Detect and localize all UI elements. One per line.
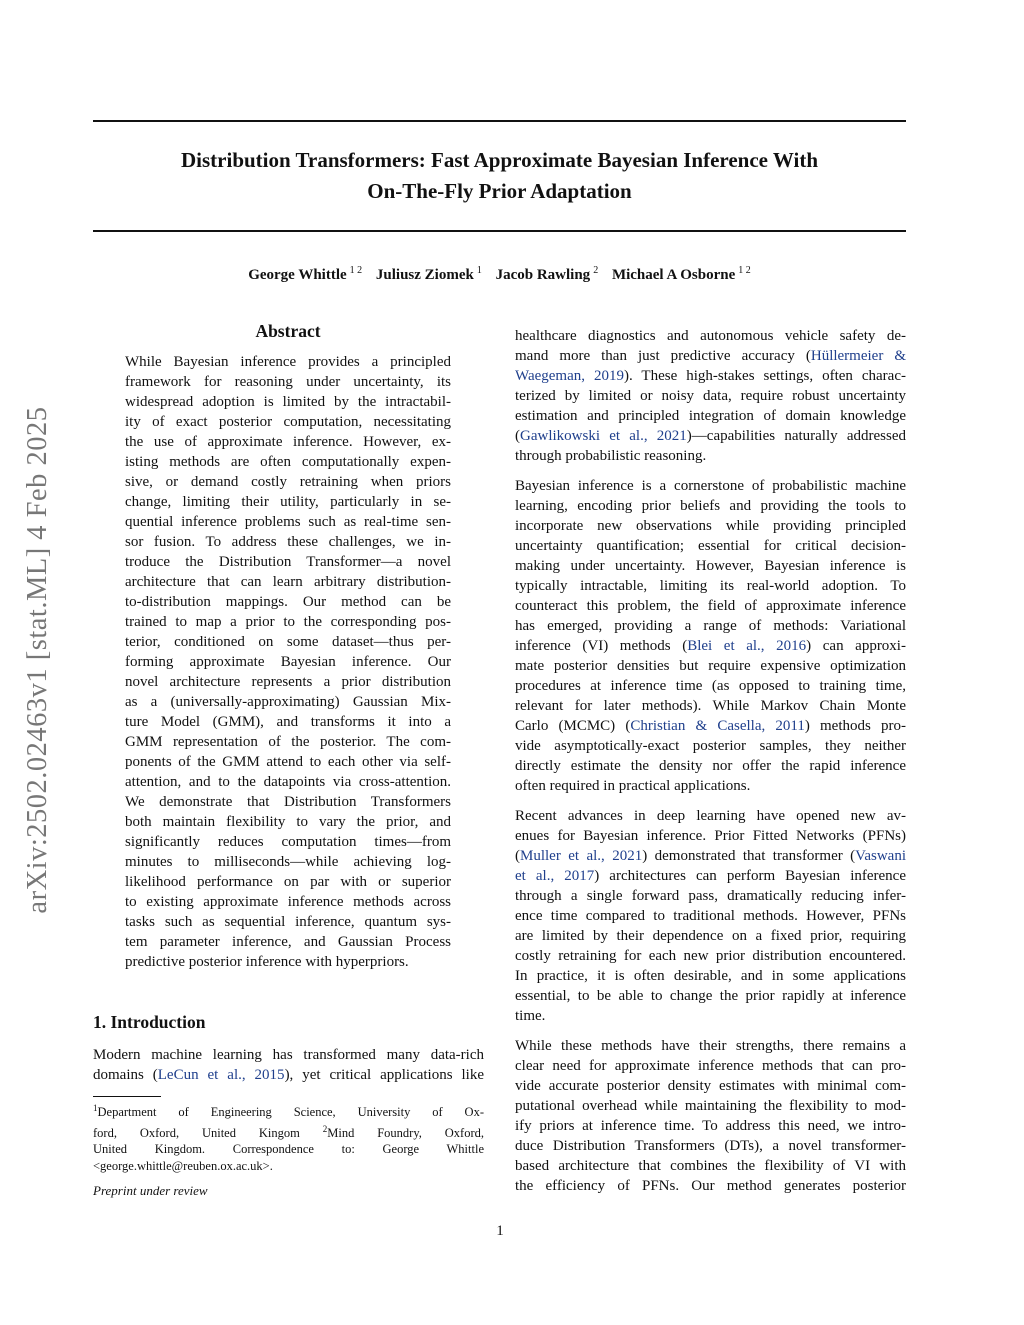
section-heading-introduction: 1. Introduction: [93, 1012, 206, 1032]
abstract-line: troduce the Distribution Transformer—a novel: [125, 554, 451, 570]
author-list: [93, 265, 906, 284]
text-line: counteract this problem, the field of approximate inference: [515, 598, 906, 614]
text-line: are limited by their dependence on a fixed prior, requiring: [515, 928, 906, 944]
citation-link[interactable]: Waegeman, 2019: [515, 368, 624, 384]
author-name: George Whittle: [248, 267, 347, 283]
text-line: clear need for approximate inference methods that can pro-: [515, 1058, 906, 1074]
abstract-line: architecture that can learn arbitrary distribution-: [125, 574, 451, 590]
footnote-mark: 2: [322, 1123, 328, 1134]
author-name: Jacob Rawling: [495, 267, 591, 283]
preprint-notice: Preprint under review: [93, 1183, 208, 1198]
footnote-mark: 1: [93, 1103, 98, 1113]
page-number: 1: [496, 1223, 504, 1239]
text-line: vide accurate posterior density estimates with minimal com-: [515, 1078, 906, 1094]
text-line: ence time compared to traditional methods. However, PFNs: [515, 908, 906, 924]
citation-link[interactable]: Muller et al., 2021: [520, 848, 643, 864]
right-column: [515, 326, 906, 1206]
text-line: mate posterior densities but require expensive optimization: [515, 658, 906, 674]
author: [248, 265, 362, 284]
abstract-line: likelihood performance on par with or superior: [125, 874, 451, 890]
text-line: uncertainty quantification; essential for critical decision-: [515, 538, 906, 554]
text-line: the efficiency of PFNs. Our method generates posterior: [515, 1178, 906, 1194]
abstract-line: We demonstrate that Distribution Transformers: [125, 794, 451, 810]
title-rule-top: [93, 120, 906, 122]
author: [612, 265, 751, 284]
paragraph: [515, 476, 906, 796]
text-run: inference (VI) methods (: [515, 638, 688, 654]
arxiv-identifier: arXiv:2502.02463v1 [stat.ML] 4 Feb 2025: [22, 406, 53, 914]
abstract-line: novel architecture represents a prior distribution: [125, 674, 451, 690]
footnote-line: <george.whittle@reuben.ox.ac.uk>.: [93, 1158, 273, 1173]
abstract-line: forming approximate Bayesian inference. Our: [125, 654, 451, 670]
text-run: ) architectures can perform Bayesian inference: [594, 868, 906, 884]
citation-link[interactable]: LeCun et al., 2015: [157, 1067, 285, 1083]
abstract-line: ity of exact posterior computation, necessitating: [125, 414, 451, 430]
abstract-line: tasks such as sequential inference, quantum sys-: [125, 914, 451, 930]
citation-link[interactable]: et al., 2017: [515, 868, 595, 884]
text-line: costly retraining for each new prior distribution encountered.: [515, 948, 906, 964]
text-run: ), yet critical applications like: [284, 1067, 484, 1083]
abstract-line: change, limiting their utility, particularly in se-: [125, 494, 451, 510]
abstract-line: sor fusion. To address these challenges, we in-: [125, 534, 451, 550]
text-run: Carlo (MCMC) (: [515, 718, 631, 734]
text-line: [515, 716, 906, 736]
paper-title: [93, 145, 906, 207]
footnote-rule: [93, 1096, 161, 1097]
text-line: learning, encoding prior beliefs and providing the tools to: [515, 498, 906, 514]
abstract-line: to-distribution mappings. Our method can be: [125, 594, 451, 610]
author: [376, 265, 482, 284]
text-line: vide asymptotically-exact posterior samples, they neither: [515, 738, 906, 754]
author: [496, 265, 599, 284]
abstract-line: widespread adoption is limited by the intractabil-: [125, 394, 451, 410]
citation-link[interactable]: Gawlikowski et al., 2021: [520, 428, 687, 444]
text-line: duce Distribution Transformers (DTs), a novel transformer-: [515, 1138, 906, 1154]
title-line: On-The-Fly Prior Adaptation: [367, 179, 632, 203]
text-line: healthcare diagnostics and autonomous vehicle safety de-: [515, 328, 906, 344]
abstract-line: attention, and to the datapoints via cross-attention.: [125, 774, 451, 790]
abstract-line: both maintain flexibility to vary the prior, and: [125, 814, 451, 830]
abstract-line: to existing approximate inference methods across: [125, 894, 451, 910]
abstract-line: sive, or demand costly retraining when priors: [125, 474, 451, 490]
text-line: Modern machine learning has transformed many data-rich: [93, 1047, 484, 1063]
abstract-line: as a (universally-approximating) Gaussian Mix-: [125, 694, 451, 710]
paragraph: [515, 806, 906, 1026]
text-run: ) methods pro-: [804, 718, 906, 734]
text-line: essential, to be able to change the prior rapidly at inference: [515, 988, 906, 1004]
text-line: Recent advances in deep learning have opened new av-: [515, 808, 906, 824]
footnote-line: [93, 1100, 484, 1121]
paragraph: [515, 326, 906, 466]
abstract-line: significantly reduces computation times—from: [125, 834, 451, 850]
footnote-line: United Kingdom. Correspondence to: George Whittle: [93, 1142, 484, 1156]
abstract-heading: Abstract: [255, 321, 321, 341]
introduction-body: [93, 1045, 484, 1085]
text-line: often required in practical applications.: [515, 778, 751, 794]
text-line: based architecture that combines the flexibility of VI with: [515, 1158, 906, 1174]
text-line: through a single forward pass, dramatically reducing infer-: [515, 888, 906, 904]
paragraph: [515, 1036, 906, 1196]
author-affiliation: 1 2: [349, 265, 363, 276]
text-line: putational overhead while maintaining the flexibility to mod-: [515, 1098, 906, 1114]
text-line: [93, 1065, 484, 1085]
text-line: [515, 346, 906, 366]
abstract-line: GMM representation of the posterior. The com-: [125, 734, 451, 750]
text-line: typically intractable, limiting its real-world adoption. To: [515, 578, 906, 594]
abstract-body: [125, 352, 451, 972]
abstract-line: trained to map a prior to the corresponding pos-: [125, 614, 451, 630]
abstract-line: terior, conditioned on some dataset—thus per-: [125, 634, 451, 650]
citation-link[interactable]: Blei et al., 2016: [687, 638, 807, 654]
citation-link[interactable]: Christian & Casella, 2011: [630, 718, 805, 734]
text-line: Bayesian inference is a cornerstone of probabilistic machine: [515, 478, 906, 494]
text-line: incorporate new observations while providing principled: [515, 518, 906, 534]
text-run: ) demonstrated that transformer (: [642, 848, 856, 864]
title-line: Distribution Transformers: Fast Approximate Bayesian Inference With: [181, 148, 818, 172]
text-line: In practice, it is often desirable, and in some applications: [515, 968, 906, 984]
text-run: Mind Foundry, Oxford,: [327, 1125, 485, 1140]
text-run: Department of Engineering Science, University of Ox-: [97, 1105, 484, 1119]
text-line: [515, 636, 906, 656]
text-run: domains (: [93, 1067, 158, 1083]
citation-link[interactable]: Hüllermeier &: [810, 348, 906, 364]
text-line: estimation and principled integration of domain knowledge: [515, 408, 906, 424]
citation-link[interactable]: Vaswani: [855, 848, 906, 864]
affiliation-footnote: [93, 1100, 484, 1174]
abstract-line: ponents of the GMM attend to each other via self-: [125, 754, 451, 770]
author-name: Juliusz Ziomek: [375, 267, 474, 283]
text-run: ) can approxi-: [806, 638, 906, 654]
abstract-line: isting methods are often computationally expen-: [125, 454, 451, 470]
abstract-line: predictive posterior inference with hyperpriors.: [125, 954, 409, 970]
author-affiliation: 2: [593, 265, 599, 276]
abstract-line: ture Model (GMM), and transforms it into a: [125, 714, 451, 730]
text-line: has emerged, providing a range of methods: Variational: [515, 618, 906, 634]
footnote-line: [93, 1121, 484, 1142]
author-name: Michael A Osborne: [611, 267, 736, 283]
text-line: time.: [515, 1008, 546, 1024]
text-run: )—capabilities naturally addressed: [686, 428, 906, 444]
text-line: making under uncertainty. However, Bayesian inference is: [515, 558, 906, 574]
abstract-line: tem parameter inference, and Gaussian Process: [125, 934, 451, 950]
abstract-line: minutes to milliseconds—while achieving log-: [125, 854, 451, 870]
author-affiliation: 1 2: [738, 265, 751, 276]
author-affiliation: 1: [476, 265, 482, 276]
abstract-line: While Bayesian inference provides a principled: [125, 354, 451, 370]
text-line: enues for Bayesian inference. Prior Fitted Networks (PFNs): [515, 828, 906, 844]
text-line: relevant for later methods). While Markov Chain Monte: [515, 698, 906, 714]
text-line: [515, 366, 906, 386]
abstract-line: quential inference problems such as real-time sen-: [125, 514, 451, 530]
text-line: [515, 866, 906, 886]
text-line: terized by limited or noisy data, require robust uncertainty: [515, 388, 906, 404]
text-line: through probabilistic reasoning.: [515, 448, 707, 464]
text-run: mand more than just predictive accuracy (: [515, 348, 811, 364]
text-run: (: [515, 428, 520, 444]
title-rule-bottom: [93, 230, 906, 232]
text-line: procedures at inference time (as opposed to training time,: [515, 678, 906, 694]
text-line: While these methods have their strengths, there remains a: [515, 1038, 906, 1054]
text-line: directly estimate the density nor offer the rapid inference: [515, 758, 906, 774]
text-line: [515, 846, 906, 866]
text-run: (: [515, 848, 520, 864]
text-line: ify priors at inference time. To address this need, we intro-: [515, 1118, 906, 1134]
abstract-line: framework for reasoning under uncertainty, its: [125, 374, 451, 390]
text-run: ford, Oxford, United Kingom: [93, 1125, 323, 1140]
text-run: ). These high-stakes settings, often charac-: [623, 368, 906, 384]
abstract-line: the use of approximate inference. However, ex-: [125, 434, 451, 450]
text-line: [515, 426, 906, 446]
